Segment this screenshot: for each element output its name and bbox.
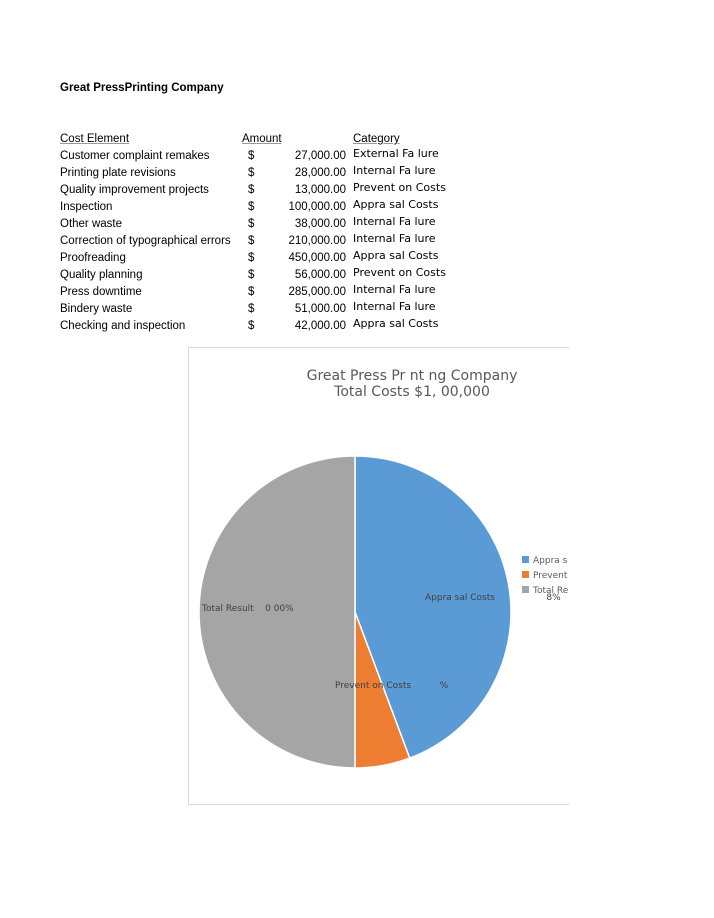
- header-cost-element: Cost Element: [60, 133, 130, 145]
- cell-amount: 285,000.00: [288, 286, 346, 298]
- cell-element: Printing plate revisions: [60, 167, 176, 179]
- legend-entry: Total Re: [533, 586, 569, 596]
- cell-category: Internal Fa lure: [353, 300, 436, 313]
- cell-element: Quality improvement projects: [60, 184, 209, 196]
- cell-amount: 100,000.00: [288, 201, 346, 213]
- header-category: Category: [353, 133, 400, 145]
- cell-currency: $: [248, 218, 255, 230]
- data-label: Prevent on Costs %: [335, 681, 449, 691]
- legend-swatch: [522, 556, 529, 563]
- cell-element: Bindery waste: [60, 303, 133, 315]
- cell-category: Prevent on Costs: [353, 266, 446, 279]
- cell-element: Inspection: [60, 201, 113, 213]
- pie-chart-canvas: [189, 348, 569, 804]
- data-label: Appra sal Costs 8%: [425, 593, 561, 603]
- document-title: Great PressPrinting Company: [60, 82, 224, 94]
- table-row: [0, 317, 714, 337]
- cell-element: Quality planning: [60, 269, 143, 281]
- cell-amount: 450,000.00: [288, 252, 346, 264]
- cell-category: Internal Fa lure: [353, 283, 436, 296]
- cell-category: Appra sal Costs: [353, 198, 439, 211]
- legend-entry: Prevent: [533, 571, 568, 581]
- cell-currency: $: [248, 320, 255, 332]
- cell-amount: 210,000.00: [288, 235, 346, 247]
- legend-entry: Appra s: [533, 556, 568, 566]
- cell-currency: $: [248, 235, 255, 247]
- cell-category: Internal Fa lure: [353, 164, 436, 177]
- pie-chart: [188, 347, 569, 805]
- cell-currency: $: [248, 286, 255, 298]
- cell-amount: 28,000.00: [294, 167, 346, 179]
- cell-element: Customer complaint remakes: [60, 150, 210, 162]
- cell-category: Prevent on Costs: [353, 181, 446, 194]
- cell-element: Correction of typographical errors: [60, 235, 231, 247]
- cell-category: Internal Fa lure: [353, 215, 436, 228]
- header-amount: Amount: [242, 133, 282, 145]
- cell-amount: 38,000.00: [294, 218, 346, 230]
- cell-category: Internal Fa lure: [353, 232, 436, 245]
- cell-currency: $: [248, 269, 255, 281]
- chart-title-line2: Total Costs $1, 00,000: [334, 384, 490, 400]
- cell-element: Proofreading: [60, 252, 126, 264]
- cell-currency: $: [248, 252, 255, 264]
- cell-element: Checking and inspection: [60, 320, 186, 332]
- cell-element: Press downtime: [60, 286, 142, 298]
- legend-swatch: [522, 586, 529, 593]
- cell-currency: $: [248, 184, 255, 196]
- cell-amount: 42,000.00: [294, 320, 346, 332]
- cell-amount: 27,000.00: [294, 150, 346, 162]
- cell-amount: 56,000.00: [294, 269, 346, 281]
- cell-amount: 51,000.00: [294, 303, 346, 315]
- cell-currency: $: [248, 150, 255, 162]
- cell-category: External Fa lure: [353, 147, 439, 160]
- cell-category: Appra sal Costs: [353, 317, 439, 330]
- chart-title-line1: Great Press Pr nt ng Company: [306, 368, 518, 384]
- cell-currency: $: [248, 167, 255, 179]
- cell-currency: $: [248, 201, 255, 213]
- cell-element: Other waste: [60, 218, 122, 230]
- data-label: Total Result 0 00%: [202, 604, 294, 614]
- chart-legend: [522, 556, 569, 596]
- cell-currency: $: [248, 303, 255, 315]
- cell-category: Appra sal Costs: [353, 249, 439, 262]
- legend-swatch: [522, 571, 529, 578]
- cell-amount: 13,000.00: [294, 184, 346, 196]
